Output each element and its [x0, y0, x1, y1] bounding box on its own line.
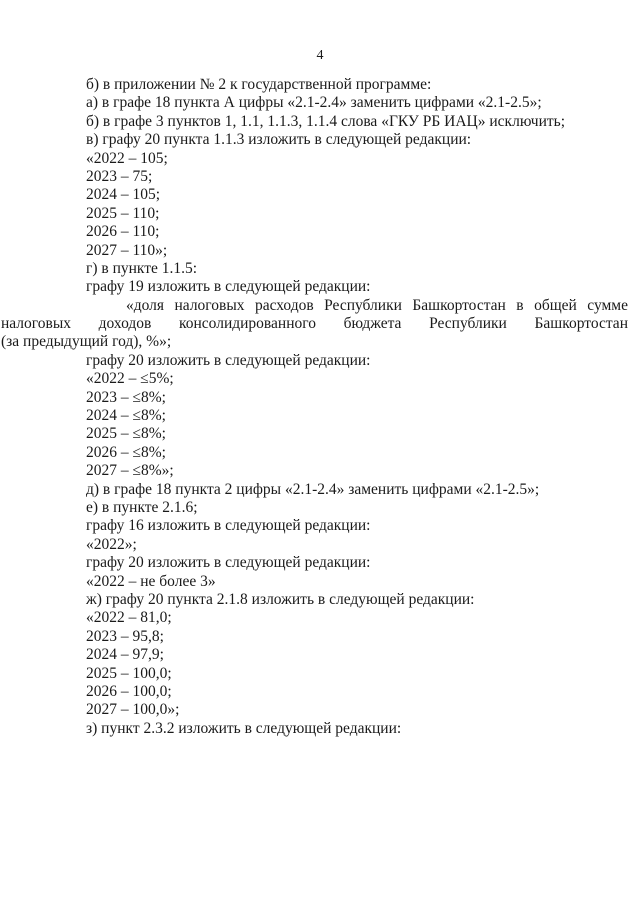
- text-line: графу 20 изложить в следующей редакции:: [86, 554, 371, 572]
- text-line: 2023 – 95,8;: [86, 627, 164, 645]
- text-line: 2023 – ≤8%;: [86, 388, 166, 406]
- text-line: 2023 – 75;: [86, 167, 153, 185]
- text-line: д) в графе 18 пункта 2 цифры «2.1-2.4» заменить цифрами «2.1-2.5»;: [86, 480, 540, 498]
- text-line: з) пункт 2.3.2 изложить в следующей редакции:: [86, 719, 402, 737]
- text-line: 2025 – ≤8%;: [86, 425, 166, 443]
- text-line: б) в графе 3 пунктов 1, 1.1, 1.1.3, 1.1.4 слова «ГКУ РБ ИАЦ» исключить;: [86, 112, 566, 130]
- text-line: 2024 – 105;: [86, 186, 161, 204]
- page-number: 4: [316, 48, 324, 63]
- text-line: г) в пункте 1.1.5:: [86, 259, 198, 277]
- text-line: б) в приложении № 2 к государственной программе:: [86, 76, 432, 93]
- document-body: [1, 76, 628, 738]
- text-line: е) в пункте 2.1.6;: [86, 498, 198, 516]
- text-line: 2026 – ≤8%;: [86, 443, 166, 461]
- text-line: «2022 – 105;: [86, 149, 168, 167]
- text-line: «2022 – не более 3»: [86, 572, 216, 590]
- text-line: «2022»;: [86, 535, 137, 553]
- text-line: 2025 – 110;: [86, 204, 160, 222]
- text-line: 2026 – 110;: [86, 223, 160, 241]
- text-line: графу 16 изложить в следующей редакции:: [86, 517, 371, 535]
- text-line: «2022 – ≤5%;: [86, 370, 174, 388]
- text-line: 2024 – 97,9;: [86, 646, 164, 664]
- text-line: 2027 – 110»;: [86, 241, 168, 259]
- text-line: графу 20 изложить в следующей редакции:: [86, 351, 371, 369]
- text-line: налоговых доходов консолидированного бюджета Республики Башкортостан: [1, 315, 628, 333]
- text-line: «доля налоговых расходов Республики Башкортостан в общей сумме: [126, 296, 628, 314]
- text-line: «2022 – 81,0;: [86, 609, 172, 627]
- text-line: (за предыдущий год), %»;: [1, 333, 172, 351]
- text-line: 2027 – ≤8%»;: [86, 462, 174, 480]
- text-line: 2025 – 100,0;: [86, 664, 172, 682]
- text-line: в) графу 20 пункта 1.1.3 изложить в следующей редакции:: [86, 131, 472, 149]
- text-line: ж) графу 20 пункта 2.1.8 изложить в следующей редакции:: [86, 590, 475, 608]
- text-line: 2024 – ≤8%;: [86, 407, 166, 425]
- text-line: 2026 – 100,0;: [86, 682, 172, 700]
- text-line: а) в графе 18 пункта А цифры «2.1-2.4» заменить цифрами «2.1-2.5»;: [86, 94, 542, 112]
- text-line: 2027 – 100,0»;: [86, 701, 180, 719]
- text-line: графу 19 изложить в следующей редакции:: [86, 278, 371, 296]
